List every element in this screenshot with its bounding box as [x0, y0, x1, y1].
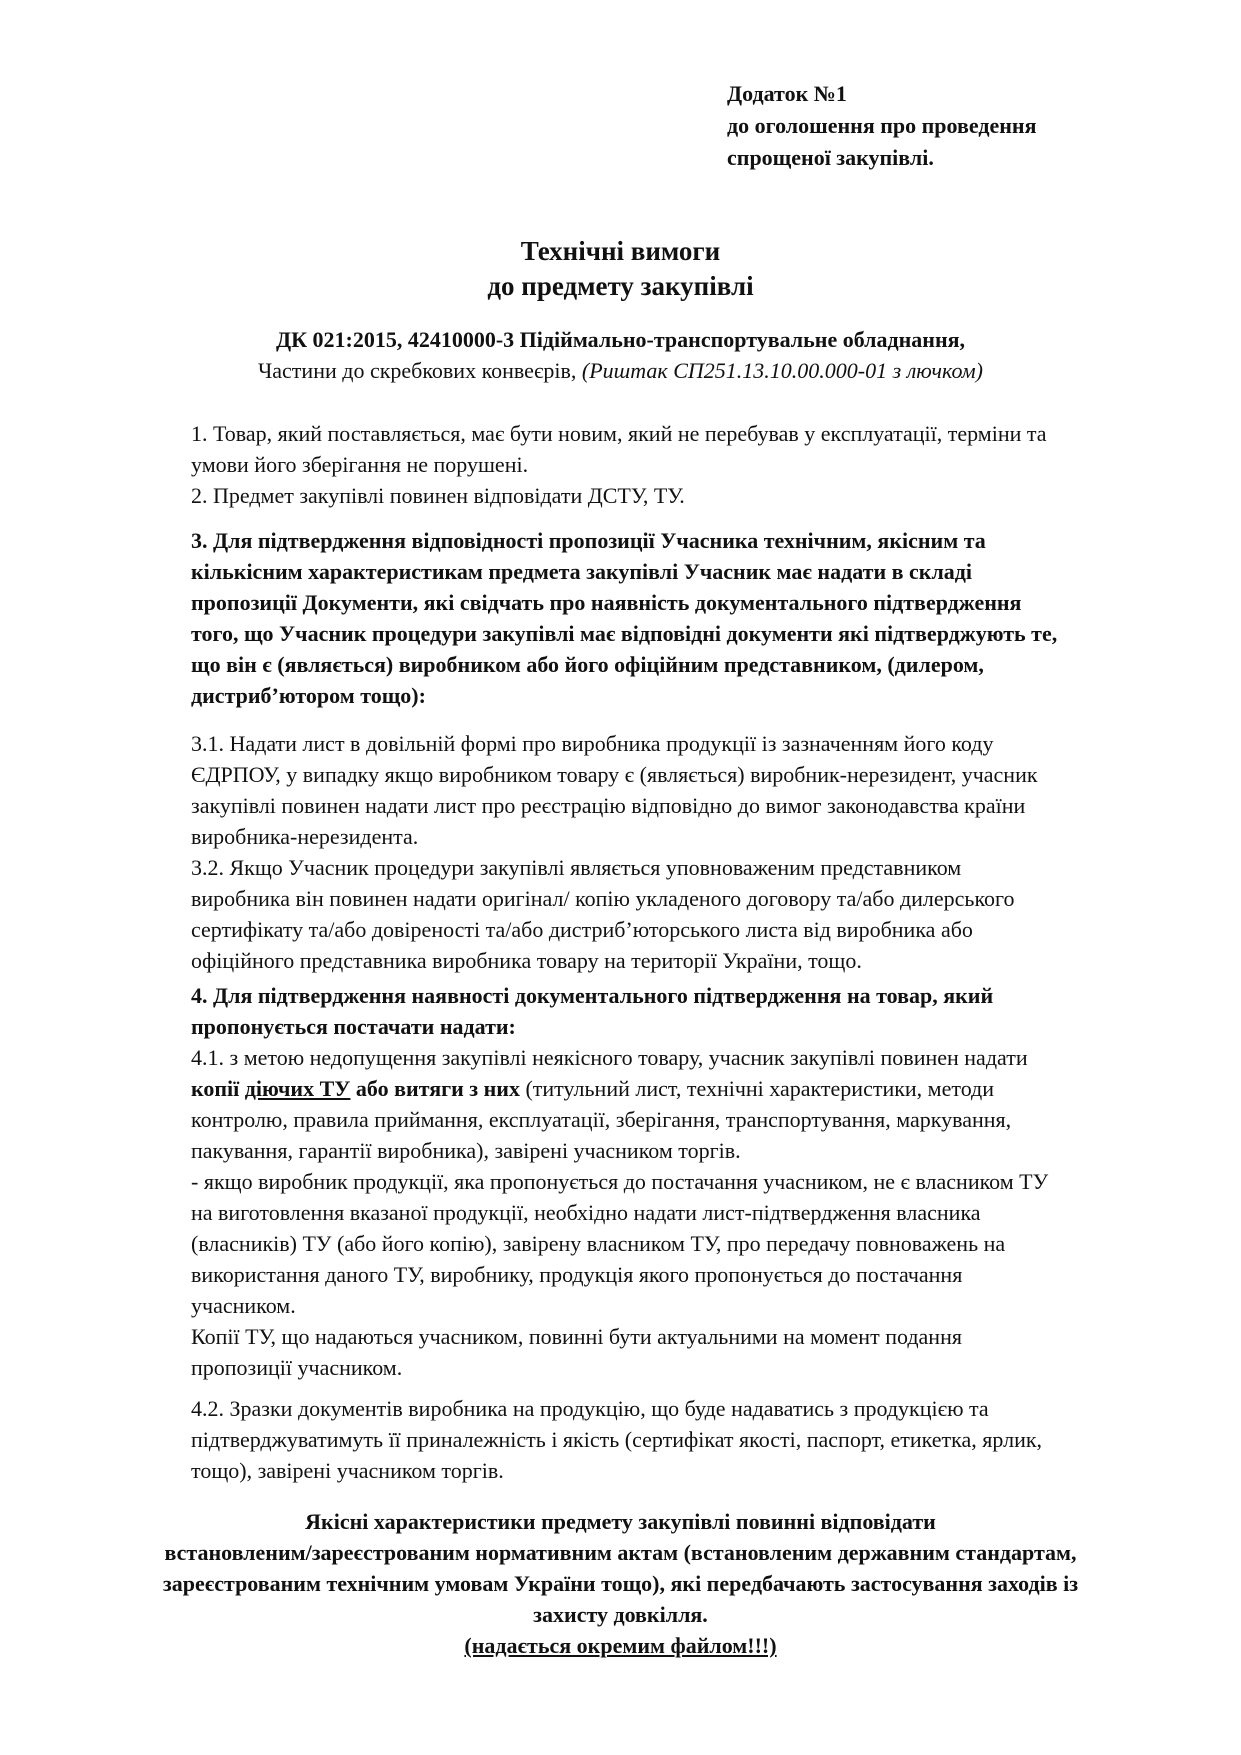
title-line: до предмету закупівлі: [487, 271, 754, 301]
text-line: учасником.: [191, 1293, 296, 1318]
paragraph-3: [191, 525, 1057, 711]
text-line: (власників) ТУ (або його копію), завірену власником ТУ, про передачу повноважень на: [191, 1231, 1006, 1256]
text-span: (титульний лист, технічні характеристики, методи: [519, 1076, 995, 1101]
text-line: 3.1. Надати лист в довільній формі про виробника продукції із зазначенням його коду: [191, 731, 994, 756]
text-line: на виготовлення вказаної продукції, необхідно надати лист-підтвердження власника: [191, 1200, 981, 1225]
paragraph-1-2: [191, 418, 1047, 511]
text-line: сертифікату та/або довіреності та/або дистриб’юторського листа від виробника або: [191, 917, 973, 942]
paragraph-4-2: [191, 1393, 1042, 1486]
text-line: використання даного ТУ, виробнику, продукція якого пропонується до постачання: [191, 1262, 963, 1287]
text-line: пакування, гарантії виробника), завірені учасником торгів.: [191, 1138, 741, 1163]
text-line: тощо), завірені учасником торгів.: [191, 1458, 504, 1483]
text-line: кількісним характеристикам предмета закупівлі Учасник має надати в складі: [191, 559, 973, 584]
annex-line: до оголошення про проведення: [727, 113, 1037, 138]
text-line: [191, 1073, 1048, 1104]
annex-line: Додаток №1: [727, 81, 847, 106]
dk-item-part: (Риштак СП251.13.10.00.000-01 з лючком): [581, 358, 983, 383]
paragraph-4: [191, 980, 1048, 1383]
text-line: встановленим/зареєстрованим нормативним актам (встановленим державним стандартам,: [164, 1540, 1077, 1565]
separate-file-note-line: [0, 1630, 1241, 1661]
annex-header: [727, 78, 1037, 174]
text-line: захисту довкілля.: [533, 1602, 708, 1627]
text-line: дистриб’ютором тощо):: [191, 683, 426, 708]
text-line: Копії ТУ, що надаються учасником, повинні бути актуальними на момент подання: [191, 1324, 962, 1349]
text-line: Якісні характеристики предмету закупівлі повинні відповідати: [305, 1509, 936, 1534]
dk-classification: [0, 324, 1241, 386]
text-line: - якщо виробник продукції, яка пропонується до постачання учасником, не є власником ТУ: [191, 1169, 1049, 1194]
text-line: 2. Предмет закупівлі повинен відповідати ДСТУ, ТУ.: [191, 483, 685, 508]
text-line: закупівлі повинен надати лист про реєстрацію відповідно до вимог законодавства країни: [191, 793, 1026, 818]
dk-item-text: Частини до скребкових конвеєрів,: [257, 358, 582, 383]
text-line: підтверджуватимуть її приналежність і якість (сертифікат якості, паспорт, етикетка, ярлик,: [191, 1427, 1043, 1452]
text-line: контролю, правила приймання, експлуатації, зберігання, транспортування, маркування,: [191, 1107, 1012, 1132]
emphasis-underlined-text: діючих ТУ: [244, 1076, 351, 1101]
section-heading-line: пропонується постачати надати:: [191, 1014, 516, 1039]
text-line: 1. Товар, який поставляється, має бути новим, який не перебував у експлуатації, терміни та: [191, 421, 1047, 446]
text-line: 4.1. з метою недопущення закупівлі неякісного товару, учасник закупівлі повинен надати: [191, 1045, 1028, 1070]
dk-item-line: [0, 355, 1241, 386]
title-line: Технічні вимоги: [520, 236, 721, 266]
section-heading-line: 4. Для підтвердження наявності документального підтвердження на товар, який: [191, 983, 994, 1008]
text-line: що він є (являється) виробником або його офіційним представником, (дилером,: [191, 652, 984, 677]
separate-file-note: (надається окремим файлом!!!): [464, 1633, 777, 1658]
emphasis-text: або витяги з них: [350, 1076, 520, 1101]
text-line: 3.2. Якщо Учасник процедури закупівлі являється уповноваженим представником: [191, 855, 962, 880]
text-line: 4.2. Зразки документів виробника на продукцію, що буде надаватись з продукцією та: [191, 1396, 989, 1421]
annex-line: спрощеної закупівлі.: [727, 145, 934, 170]
document-title: [0, 234, 1241, 304]
text-line: пропозиції Документи, які свідчать про наявність документального підтвердження: [191, 590, 1022, 615]
text-line: ЄДРПОУ, у випадку якщо виробником товару є (являється) виробник-нерезидент, учасник: [191, 762, 1038, 787]
text-line: 3. Для підтвердження відповідності пропозиції Учасника технічним, якісним та: [191, 528, 986, 553]
text-line: офіційного представника виробника товару на території України, тощо.: [191, 948, 862, 973]
text-line: зареєстрованим технічним умовам України тощо), які передбачають застосування заходів із: [162, 1571, 1079, 1596]
paragraph-3-1-3-2: [191, 728, 1038, 976]
emphasis-text: копії: [191, 1076, 245, 1101]
text-line: того, що Учасник процедури закупівлі має відповідні документи які підтверджують те,: [191, 621, 1058, 646]
text-line: пропозиції учасником.: [191, 1355, 403, 1380]
text-line: виробника-нерезидента.: [191, 824, 419, 849]
final-statement: [0, 1506, 1241, 1661]
text-line: виробника він повинен надати оригінал/ копію укладеного договору та/або дилерського: [191, 886, 1015, 911]
text-line: умови його зберігання не порушені.: [191, 452, 529, 477]
dk-code-line: ДК 021:2015, 42410000-3 Підіймально-транспортувальне обладнання,: [275, 327, 966, 352]
